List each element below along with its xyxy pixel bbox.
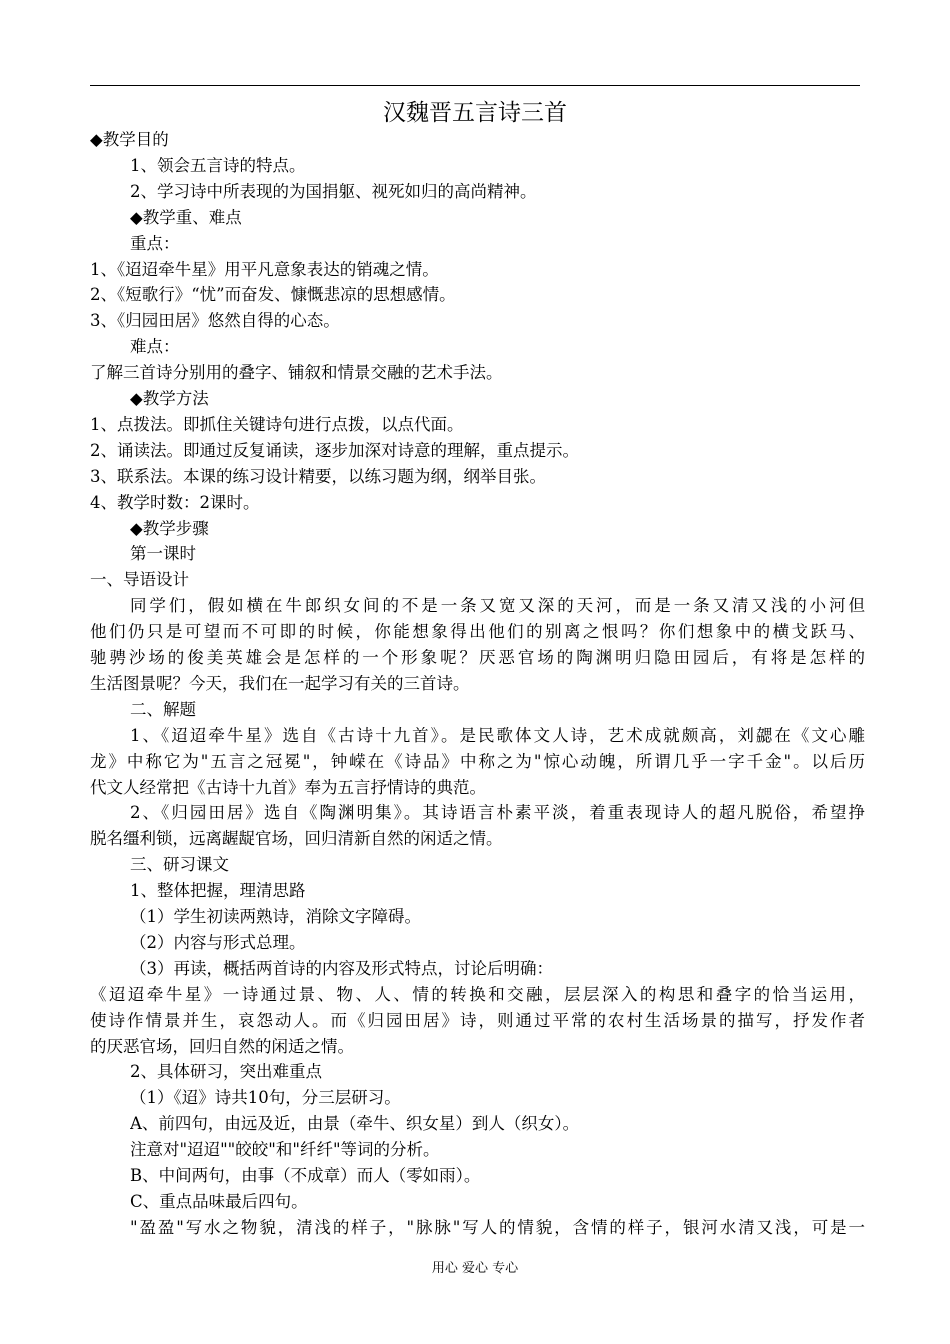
text-line: 难点： [130,337,180,357]
text-line: 4、教学时数：2课时。 [90,492,260,512]
text-line: 1、领会五言诗的特点。 [130,155,306,175]
document-title: 汉魏晋五言诗三首 [383,100,567,126]
text-line: 2、《归园田居》选自《陶渊明集》。其诗语言朴素平淡，着重表现诗人的超凡脱俗，希望挣 [130,803,865,823]
text-line: 的厌恶官场，回归自然的闲适之情。 [90,1036,354,1056]
header-rule [90,85,860,86]
text-line: 了解三首诗分别用的叠字、铺叙和情景交融的艺术手法。 [90,363,503,383]
text-line: 代文人经常把《古诗十九首》奉为五言抒情诗的典范。 [90,777,486,797]
text-line: 1、点拨法。即抓住关键诗句进行点拨，以点代面。 [90,414,464,434]
text-line: 重点： [130,233,180,253]
text-line: 驰骋沙场的俊美英雄会是怎样的一个形象呢？厌恶官场的陶渊明归隐田园后，有将是怎样的 [90,648,865,667]
text-line: ◆教学步骤 [130,518,209,538]
text-line: 1、《迢迢牵牛星》用平凡意象表达的销魂之情。 [90,259,439,279]
text-line: ◆教学目的 [90,130,169,149]
text-line: 1、《迢迢牵牛星》选自《古诗十九首》。是民歌体文人诗，艺术成就颇高，刘勰在《文心雕 [130,725,865,745]
text-line: 注意对"迢迢""皎皎"和"纤纤"等词的分析。 [130,1140,440,1160]
text-line: 生活图景呢？今天，我们在一起学习有关的三首诗。 [90,673,470,693]
text-line: 《迢迢牵牛星》一诗通过景、物、人、情的转换和交融，层层深入的构思和叠字的恰当运用， [90,984,865,1004]
text-line: （1）学生初读两熟诗，消除文字障碍。 [130,907,421,926]
text-line: 他们仍只是可望而不可即的时候，你能想象得出他们的别离之恨吗？你们想象中的横戈跃马、 [90,622,865,642]
text-line: ◆教学方法 [130,389,209,408]
text-line: 二、解题 [130,699,196,719]
text-line: 2、《短歌行》“忧”而奋发、慷慨悲凉的思想感情。 [90,285,456,305]
text-line: （2）内容与形式总理。 [130,932,306,952]
text-line: 1、整体把握，理清思路 [130,881,306,901]
text-line: B、中间两句，由事（不成章）而人（零如雨）。 [130,1166,481,1185]
text-line: C、重点品味最后四句。 [130,1191,308,1211]
text-line: （1）《迢》诗共10句，分三层研习。 [130,1088,401,1108]
text-line: 2、学习诗中所表现的为国捐躯、视死如归的高尚精神。 [130,181,537,201]
text-line: 脱名缰利锁，远离龌龊官场，回归清新自然的闲适之情。 [90,829,503,849]
text-line: 一、导语设计 [90,570,189,590]
text-line: 3、《归园田居》悠然自得的心态。 [90,311,340,331]
text-line: 龙》中称它为"五言之冠冕"，钟嵘在《诗品》中称之为"惊心动魄，所谓几乎一字千金"。以后历 [90,751,865,771]
text-line: （3）再读，概括两首诗的内容及形式特点，讨论后明确： [130,958,553,978]
text-line: ◆教学重、难点 [130,207,242,227]
page-footer: 用心 爱心 专心 [431,1261,519,1276]
text-line: 同学们，假如横在牛郎织女间的不是一条又宽又深的天河，而是一条又清又浅的小河但 [130,596,865,616]
text-line: 2、诵读法。即通过反复诵读，逐步加深对诗意的理解，重点提示。 [90,440,579,460]
text-line: 使诗作情景并生，哀怨动人。而《归园田居》诗，则通过平常的农村生活场景的描写，抒发作者 [90,1010,865,1030]
text-line: 三、研习课文 [130,855,229,875]
text-line: "盈盈"写水之物貌，清浅的样子，"脉脉"写人的情貌，含情的样子，银河水清又浅，可是一 [130,1217,865,1237]
text-line: 2、具体研习，突出难重点 [130,1062,322,1082]
text-line: 3、联系法。本课的练习设计精要，以练习题为纲，纲举目张。 [90,466,546,486]
text-line: A、前四句，由远及近，由景（牵牛、织女星）到人（织女）。 [130,1114,580,1134]
text-line: 第一课时 [130,544,196,564]
